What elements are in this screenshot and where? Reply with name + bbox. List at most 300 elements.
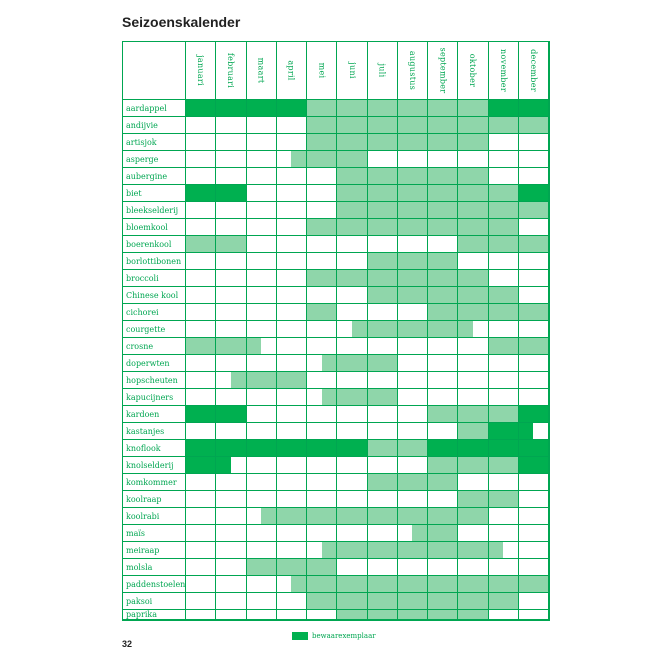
season-cell bbox=[398, 440, 428, 457]
season-cell bbox=[247, 304, 277, 321]
season-cell bbox=[398, 185, 428, 202]
season-cell bbox=[247, 321, 277, 338]
season-fill bbox=[428, 100, 457, 116]
season-cell bbox=[458, 508, 488, 525]
season-cell bbox=[247, 100, 277, 117]
season-fill bbox=[398, 100, 427, 116]
season-fill bbox=[489, 593, 518, 609]
season-cell bbox=[277, 610, 307, 620]
season-fill bbox=[337, 610, 366, 619]
season-cell bbox=[458, 559, 488, 576]
season-cell bbox=[368, 474, 398, 491]
vegetable-label: artisjok bbox=[123, 134, 186, 151]
vegetable-label: kardoen bbox=[123, 406, 186, 423]
vegetable-label: komkommer bbox=[123, 474, 186, 491]
month-header-mei bbox=[307, 42, 337, 100]
month-label: oktober bbox=[468, 53, 478, 88]
season-cell bbox=[186, 423, 216, 440]
vegetable-label: koolraap bbox=[123, 491, 186, 508]
season-cell bbox=[277, 491, 307, 508]
month-label: februari bbox=[226, 52, 236, 89]
vegetable-label: crosne bbox=[123, 338, 186, 355]
season-cell bbox=[519, 287, 549, 304]
season-cell bbox=[186, 304, 216, 321]
season-fill bbox=[428, 576, 457, 592]
season-fill bbox=[277, 372, 306, 388]
season-cell bbox=[307, 151, 337, 168]
season-cell bbox=[186, 236, 216, 253]
season-cell bbox=[519, 508, 549, 525]
month-header-september bbox=[428, 42, 458, 100]
season-cell bbox=[368, 100, 398, 117]
season-cell bbox=[247, 372, 277, 389]
season-cell bbox=[216, 440, 246, 457]
season-cell bbox=[368, 610, 398, 620]
season-cell bbox=[337, 355, 367, 372]
season-cell bbox=[519, 610, 549, 620]
season-cell bbox=[186, 474, 216, 491]
season-cell bbox=[277, 406, 307, 423]
season-cell bbox=[307, 236, 337, 253]
stored-fill bbox=[186, 440, 215, 456]
season-fill bbox=[428, 406, 457, 422]
season-cell bbox=[458, 270, 488, 287]
season-cell bbox=[186, 508, 216, 525]
season-cell bbox=[398, 338, 428, 355]
season-fill bbox=[458, 100, 487, 116]
season-cell bbox=[458, 457, 488, 474]
season-cell bbox=[277, 321, 307, 338]
season-fill bbox=[428, 304, 457, 320]
season-cell bbox=[186, 134, 216, 151]
season-cell bbox=[458, 117, 488, 134]
season-cell bbox=[489, 151, 519, 168]
season-cell bbox=[398, 219, 428, 236]
season-cell bbox=[428, 236, 458, 253]
season-fill bbox=[368, 185, 397, 201]
season-cell bbox=[337, 559, 367, 576]
season-cell bbox=[368, 423, 398, 440]
season-cell bbox=[186, 100, 216, 117]
season-fill bbox=[428, 525, 457, 541]
season-fill bbox=[398, 542, 427, 558]
season-cell bbox=[398, 491, 428, 508]
season-cell bbox=[428, 355, 458, 372]
season-fill bbox=[186, 338, 215, 354]
season-fill bbox=[519, 202, 548, 218]
season-cell bbox=[247, 253, 277, 270]
season-cell bbox=[216, 151, 246, 168]
season-cell bbox=[307, 202, 337, 219]
season-cell bbox=[247, 440, 277, 457]
season-fill bbox=[368, 576, 397, 592]
season-fill bbox=[458, 593, 487, 609]
season-cell bbox=[337, 321, 367, 338]
season-cell bbox=[428, 270, 458, 287]
season-cell bbox=[307, 559, 337, 576]
season-cell bbox=[489, 593, 519, 610]
stored-fill bbox=[458, 440, 487, 456]
season-fill bbox=[337, 508, 366, 524]
season-cell bbox=[489, 253, 519, 270]
season-cell bbox=[277, 338, 307, 355]
season-cell bbox=[307, 542, 337, 559]
season-cell bbox=[519, 389, 549, 406]
legend bbox=[292, 632, 376, 640]
season-fill bbox=[368, 253, 397, 269]
season-cell bbox=[186, 168, 216, 185]
season-cell bbox=[398, 270, 428, 287]
season-cell bbox=[398, 610, 428, 620]
season-fill bbox=[398, 610, 427, 619]
season-cell bbox=[307, 117, 337, 134]
season-cell bbox=[458, 542, 488, 559]
season-cell bbox=[489, 491, 519, 508]
stored-fill bbox=[307, 440, 336, 456]
season-fill bbox=[247, 372, 276, 388]
season-cell bbox=[368, 219, 398, 236]
season-cell bbox=[247, 389, 277, 406]
vegetable-label: asperge bbox=[123, 151, 186, 168]
season-cell bbox=[489, 508, 519, 525]
month-header-augustus bbox=[398, 42, 428, 100]
vegetable-label: doperwten bbox=[123, 355, 186, 372]
month-label: april bbox=[286, 60, 296, 81]
month-label: december bbox=[528, 49, 538, 92]
season-cell bbox=[489, 389, 519, 406]
season-fill bbox=[337, 270, 366, 286]
season-cell bbox=[368, 321, 398, 338]
season-cell bbox=[247, 508, 277, 525]
season-fill bbox=[337, 593, 366, 609]
season-cell bbox=[247, 559, 277, 576]
season-fill bbox=[458, 457, 487, 473]
stored-fill bbox=[519, 100, 548, 116]
season-fill bbox=[337, 117, 366, 133]
season-fill bbox=[337, 219, 366, 235]
season-fill bbox=[368, 100, 397, 116]
season-fill bbox=[458, 117, 487, 133]
season-cell bbox=[307, 593, 337, 610]
season-fill bbox=[489, 287, 518, 303]
season-cell bbox=[428, 491, 458, 508]
season-fill bbox=[398, 202, 427, 218]
season-fill bbox=[458, 202, 487, 218]
season-cell bbox=[428, 474, 458, 491]
season-fill bbox=[489, 185, 518, 201]
season-cell bbox=[428, 253, 458, 270]
season-calendar-table bbox=[122, 41, 550, 621]
season-cell bbox=[247, 457, 277, 474]
season-cell bbox=[368, 406, 398, 423]
season-cell bbox=[277, 134, 307, 151]
season-cell bbox=[398, 287, 428, 304]
stored-fill bbox=[519, 440, 548, 456]
season-cell bbox=[368, 117, 398, 134]
season-fill bbox=[277, 559, 306, 575]
season-cell bbox=[519, 576, 549, 593]
season-fill bbox=[458, 304, 487, 320]
season-cell bbox=[277, 508, 307, 525]
season-cell bbox=[337, 168, 367, 185]
season-cell bbox=[337, 185, 367, 202]
season-cell bbox=[519, 219, 549, 236]
season-fill bbox=[428, 542, 457, 558]
season-cell bbox=[428, 389, 458, 406]
stored-fill bbox=[216, 440, 245, 456]
season-cell bbox=[368, 559, 398, 576]
season-cell bbox=[428, 559, 458, 576]
season-fill bbox=[368, 117, 397, 133]
month-header-maart bbox=[247, 42, 277, 100]
season-cell bbox=[216, 525, 246, 542]
month-header-december bbox=[519, 42, 549, 100]
season-cell bbox=[428, 457, 458, 474]
season-cell bbox=[428, 576, 458, 593]
season-cell bbox=[307, 304, 337, 321]
season-cell bbox=[398, 423, 428, 440]
season-cell bbox=[519, 372, 549, 389]
season-cell bbox=[337, 542, 367, 559]
season-cell bbox=[519, 440, 549, 457]
season-fill bbox=[337, 168, 366, 184]
season-cell bbox=[186, 576, 216, 593]
season-fill bbox=[368, 542, 397, 558]
season-fill bbox=[277, 508, 306, 524]
season-fill bbox=[489, 406, 518, 422]
season-cell bbox=[247, 610, 277, 620]
season-cell bbox=[307, 508, 337, 525]
season-cell bbox=[277, 253, 307, 270]
season-cell bbox=[489, 100, 519, 117]
season-cell bbox=[247, 236, 277, 253]
season-fill bbox=[412, 525, 427, 541]
season-cell bbox=[337, 151, 367, 168]
season-cell bbox=[307, 168, 337, 185]
season-cell bbox=[368, 372, 398, 389]
season-cell bbox=[489, 185, 519, 202]
stored-fill bbox=[186, 185, 215, 201]
season-cell bbox=[216, 253, 246, 270]
season-cell bbox=[368, 491, 398, 508]
season-fill bbox=[398, 321, 427, 337]
season-cell bbox=[519, 253, 549, 270]
season-cell bbox=[519, 474, 549, 491]
season-fill bbox=[458, 576, 487, 592]
season-cell bbox=[247, 168, 277, 185]
season-cell bbox=[337, 525, 367, 542]
season-cell bbox=[277, 440, 307, 457]
season-cell bbox=[489, 423, 519, 440]
season-cell bbox=[458, 406, 488, 423]
season-cell bbox=[337, 338, 367, 355]
season-fill bbox=[428, 270, 457, 286]
season-cell bbox=[337, 304, 367, 321]
season-fill bbox=[428, 185, 457, 201]
season-cell bbox=[307, 287, 337, 304]
season-cell bbox=[398, 576, 428, 593]
season-fill bbox=[368, 270, 397, 286]
season-cell bbox=[519, 134, 549, 151]
season-cell bbox=[519, 202, 549, 219]
month-header-juli bbox=[368, 42, 398, 100]
season-cell bbox=[458, 610, 488, 620]
season-cell bbox=[186, 321, 216, 338]
season-fill bbox=[458, 423, 487, 439]
season-cell bbox=[247, 202, 277, 219]
season-cell bbox=[247, 134, 277, 151]
season-cell bbox=[519, 525, 549, 542]
season-cell bbox=[216, 168, 246, 185]
season-cell bbox=[428, 440, 458, 457]
season-cell bbox=[368, 287, 398, 304]
stored-fill bbox=[337, 440, 366, 456]
season-cell bbox=[307, 525, 337, 542]
season-cell bbox=[519, 593, 549, 610]
vegetable-label: broccoli bbox=[123, 270, 186, 287]
season-fill bbox=[458, 185, 487, 201]
season-cell bbox=[216, 406, 246, 423]
season-cell bbox=[307, 253, 337, 270]
season-fill bbox=[398, 508, 427, 524]
season-fill bbox=[458, 168, 487, 184]
season-fill bbox=[398, 134, 427, 150]
season-cell bbox=[307, 440, 337, 457]
season-cell bbox=[458, 321, 488, 338]
season-cell bbox=[428, 151, 458, 168]
season-fill bbox=[398, 270, 427, 286]
season-cell bbox=[458, 338, 488, 355]
season-cell bbox=[489, 542, 519, 559]
season-fill bbox=[428, 287, 457, 303]
season-cell bbox=[307, 576, 337, 593]
month-header-juni bbox=[337, 42, 367, 100]
season-cell bbox=[398, 168, 428, 185]
month-label: september bbox=[438, 47, 448, 94]
season-cell bbox=[489, 406, 519, 423]
season-cell bbox=[368, 151, 398, 168]
table-corner bbox=[123, 42, 186, 100]
season-fill bbox=[337, 100, 366, 116]
season-cell bbox=[368, 593, 398, 610]
season-fill bbox=[368, 389, 397, 405]
season-cell bbox=[489, 168, 519, 185]
season-cell bbox=[368, 440, 398, 457]
legend-label: bewaarexemplaar bbox=[312, 632, 376, 640]
season-cell bbox=[186, 593, 216, 610]
season-cell bbox=[307, 219, 337, 236]
season-cell bbox=[277, 270, 307, 287]
season-cell bbox=[186, 542, 216, 559]
season-fill bbox=[337, 542, 366, 558]
season-cell bbox=[337, 270, 367, 287]
season-cell bbox=[216, 287, 246, 304]
season-fill bbox=[337, 151, 366, 167]
season-cell bbox=[337, 100, 367, 117]
season-cell bbox=[216, 542, 246, 559]
season-cell bbox=[428, 185, 458, 202]
season-fill bbox=[398, 185, 427, 201]
season-cell bbox=[307, 355, 337, 372]
season-cell bbox=[337, 117, 367, 134]
season-cell bbox=[186, 389, 216, 406]
season-cell bbox=[186, 287, 216, 304]
season-cell bbox=[489, 219, 519, 236]
season-cell bbox=[398, 457, 428, 474]
season-fill bbox=[428, 457, 457, 473]
season-cell bbox=[398, 304, 428, 321]
season-cell bbox=[458, 219, 488, 236]
vegetable-label: meiraap bbox=[123, 542, 186, 559]
season-fill bbox=[489, 542, 504, 558]
season-cell bbox=[489, 440, 519, 457]
season-cell bbox=[398, 151, 428, 168]
season-cell bbox=[489, 457, 519, 474]
season-fill bbox=[322, 542, 337, 558]
stored-fill bbox=[428, 440, 457, 456]
season-cell bbox=[368, 185, 398, 202]
season-cell bbox=[519, 355, 549, 372]
season-cell bbox=[277, 593, 307, 610]
season-cell bbox=[458, 253, 488, 270]
season-fill bbox=[398, 440, 427, 456]
season-cell bbox=[428, 321, 458, 338]
season-fill bbox=[368, 610, 397, 619]
season-cell bbox=[216, 457, 246, 474]
season-cell bbox=[458, 593, 488, 610]
season-fill bbox=[368, 593, 397, 609]
season-cell bbox=[277, 202, 307, 219]
season-fill bbox=[322, 389, 337, 405]
season-cell bbox=[337, 593, 367, 610]
season-cell bbox=[489, 338, 519, 355]
season-cell bbox=[519, 406, 549, 423]
season-fill bbox=[458, 219, 487, 235]
season-cell bbox=[216, 491, 246, 508]
season-cell bbox=[186, 559, 216, 576]
season-cell bbox=[337, 576, 367, 593]
season-cell bbox=[337, 219, 367, 236]
season-cell bbox=[216, 321, 246, 338]
season-cell bbox=[247, 593, 277, 610]
season-cell bbox=[216, 559, 246, 576]
season-cell bbox=[368, 134, 398, 151]
season-cell bbox=[247, 270, 277, 287]
season-cell bbox=[458, 100, 488, 117]
season-fill bbox=[186, 236, 215, 252]
season-cell bbox=[307, 100, 337, 117]
vegetable-label: maïs bbox=[123, 525, 186, 542]
season-cell bbox=[337, 406, 367, 423]
season-cell bbox=[428, 610, 458, 620]
season-cell bbox=[368, 389, 398, 406]
season-fill bbox=[337, 355, 366, 371]
season-fill bbox=[368, 321, 397, 337]
season-cell bbox=[247, 542, 277, 559]
season-cell bbox=[277, 117, 307, 134]
season-cell bbox=[458, 236, 488, 253]
season-cell bbox=[216, 474, 246, 491]
season-cell bbox=[489, 287, 519, 304]
season-fill bbox=[428, 219, 457, 235]
stored-fill bbox=[519, 406, 548, 422]
vegetable-label: bloemkool bbox=[123, 219, 186, 236]
stored-fill bbox=[186, 457, 215, 473]
vegetable-label: aardappel bbox=[123, 100, 186, 117]
season-cell bbox=[277, 355, 307, 372]
season-cell bbox=[337, 253, 367, 270]
season-cell bbox=[277, 423, 307, 440]
